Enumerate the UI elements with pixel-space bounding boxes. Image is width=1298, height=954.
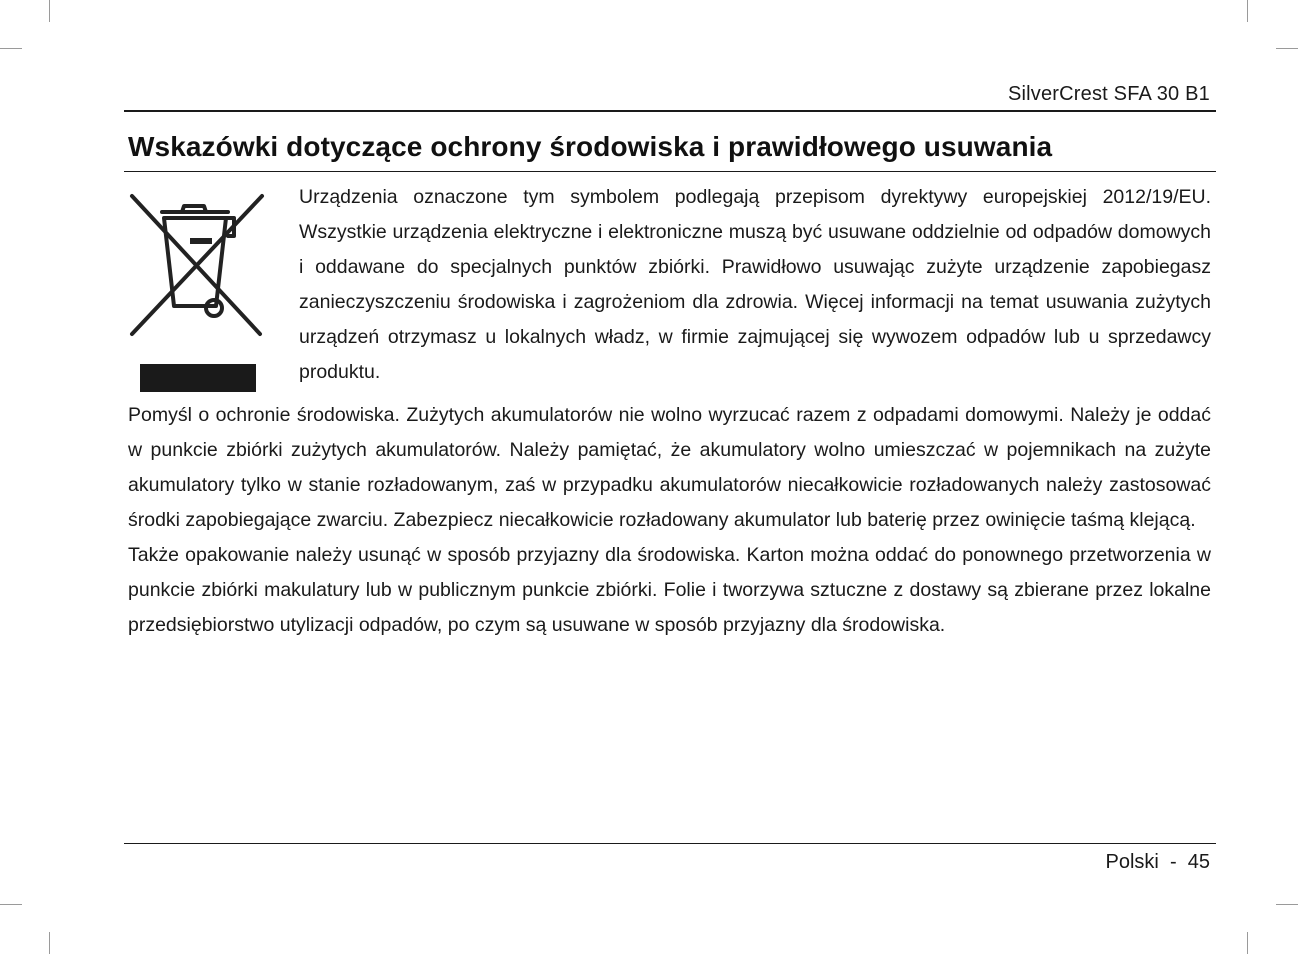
footer-language: Polski: [1105, 851, 1159, 873]
intro-paragraph-text: Urządzenia oznaczone tym symbolem podlegają przepisom dyrektywy europejskiej 2012/19/EU. Wszystkie urządzenia elektryczne i elektroniczne muszą być usuwane oddzielnie od odpadów domowych i oddawane do specjalnych punktów zbiórki. Prawidłowo usuwając zużyte urządzenie zapobiegasz zanieczyszczeniu środowiska i zagrożeniom dla zdrowia. Więcej informacji na temat usuwania zużytych urządzeń otrzymasz u lokalnych władz, w firmie zajmującej się wywozem odpadów lub u sprzedawcy produktu.: [299, 186, 1211, 383]
crop-mark: [0, 48, 22, 49]
weee-symbol: [124, 188, 270, 396]
intro-paragraph: [299, 180, 1211, 390]
crop-mark: [1276, 904, 1298, 905]
page-title: Wskazówki dotyczące ochrony środowiska i prawidłowego usuwania: [128, 131, 1053, 162]
crossed-out-wheelie-bin-icon: [124, 188, 270, 396]
crop-mark: [1247, 932, 1248, 954]
body-text: [128, 398, 1211, 643]
footer-separator: -: [1158, 851, 1188, 873]
crop-mark: [49, 0, 50, 22]
packaging-paragraph: Także opakowanie należy usunąć w sposób przyjazny dla środowiska. Karton można oddać do ponownego przetworzenia w punkcie zbiórki makulatury lub w publicznym punkcie zbiórki. Folie i tworzywa sztuczne z dostawy są zbierane przez lokalne przedsiębiorstwo utylizacji odpadów, po czym są usuwane w sposób przyjazny dla środowiska.: [128, 544, 1211, 636]
header-product-name: SilverCrest SFA 30 B1: [1007, 83, 1210, 105]
crop-mark: [1276, 48, 1298, 49]
footer-rule: [124, 843, 1216, 844]
crop-mark: [1247, 0, 1248, 22]
crop-mark: [0, 904, 22, 905]
batteries-paragraph: Pomyśl o ochronie środowiska. Zużytych akumulatorów nie wolno wyrzucać razem z odpadami domowymi. Należy je oddać w punkcie zbiórki zużytych akumulatorów. Należy pamiętać, że akumulatory wolno umieszczać w pojemnikach na zużyte akumulatory tylko w stanie rozładowanym, zaś w przypadku akumulatorów niecałkowicie rozładowanych należy zastosować środki zapobiegające zwarciu. Zabezpiecz niecałkowicie rozładowany akumulator lub baterię przez owinięcie taśmą klejącą.: [128, 404, 1211, 531]
title-rule: [124, 171, 1216, 172]
crop-mark: [49, 932, 50, 954]
header-rule: [124, 110, 1216, 112]
page-number: 45: [1187, 851, 1210, 873]
footer: [1106, 851, 1211, 874]
